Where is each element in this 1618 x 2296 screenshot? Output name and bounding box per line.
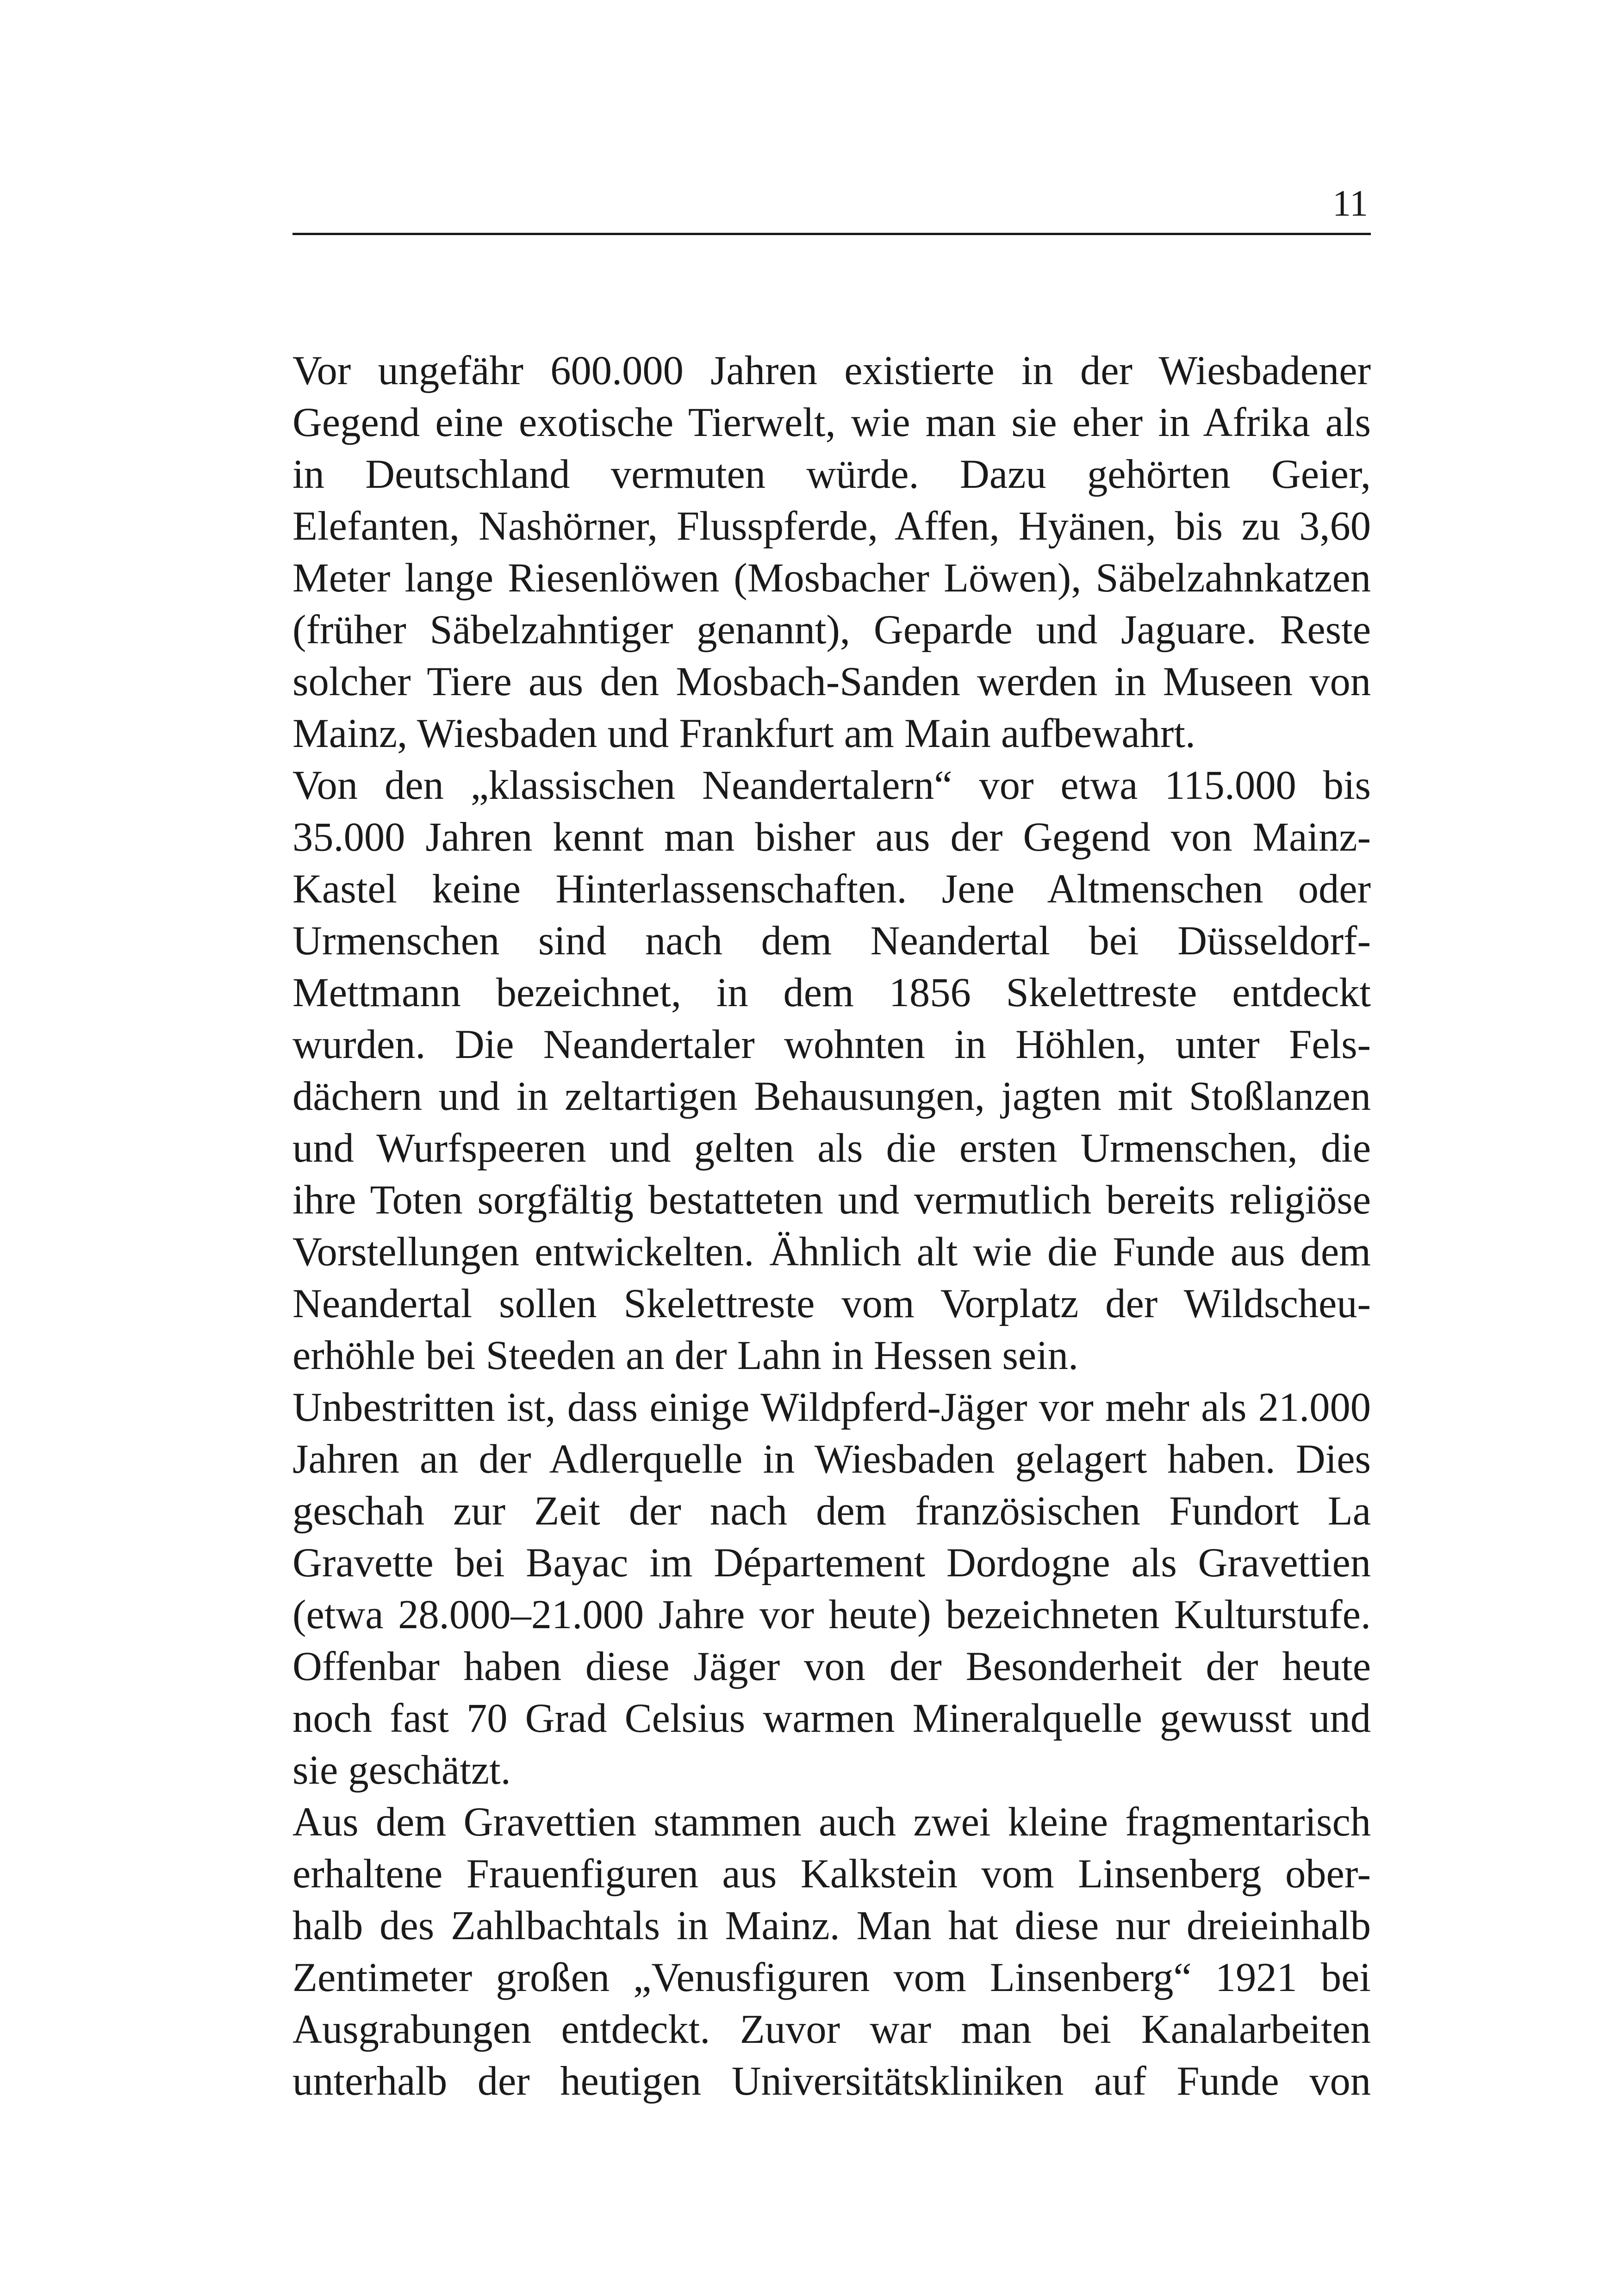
text-line: unterhalb der heutigen Universitätskliniken auf Funde von	[292, 2059, 1371, 2104]
text-line: Von den „klassischen Neandertalern“ vor etwa 115.000 bis	[292, 763, 1371, 808]
text-line: Mettmann bezeichnet, in dem 1856 Skelettreste entdeckt	[292, 970, 1371, 1015]
paragraph-1	[292, 345, 1371, 759]
text-line: sie geschätzt.	[292, 1748, 511, 1793]
text-line: (früher Säbelzahntiger genannt), Geparde und Jaguare. Reste	[292, 607, 1371, 653]
text-line: noch fast 70 Grad Celsius warmen Mineralquelle gewusst und	[292, 1696, 1371, 1741]
text-line: dächern und in zeltartigen Behausungen, jagten mit Stoßlanzen	[292, 1074, 1371, 1119]
text-line: Neandertal sollen Skelettreste vom Vorplatz der Wildscheu-	[292, 1281, 1371, 1326]
text-line: Unbestritten ist, dass einige Wildpferd-Jäger vor mehr als 21.000	[292, 1385, 1371, 1430]
text-line: Mainz, Wiesbaden und Frankfurt am Main aufbewahrt.	[292, 711, 1196, 756]
text-line: Vorstellungen entwickelten. Ähnlich alt wie die Funde aus dem	[292, 1229, 1371, 1275]
text-line: 35.000 Jahren kennt man bisher aus der Gegend von Mainz-	[292, 815, 1371, 860]
text-line: Meter lange Riesenlöwen (Mosbacher Löwen), Säbelzahnkatzen	[292, 555, 1371, 601]
text-line: Gravette bei Bayac im Département Dordogne als Gravettien	[292, 1540, 1371, 1586]
text-line: halb des Zahlbachtals in Mainz. Man hat diese nur dreieinhalb	[292, 1903, 1371, 1948]
text-line: wurden. Die Neandertaler wohnten in Höhlen, unter Fels-	[292, 1022, 1371, 1067]
page-number: 11	[1332, 183, 1368, 224]
text-line: Offenbar haben diese Jäger von der Besonderheit der heute	[292, 1644, 1371, 1689]
text-line: Aus dem Gravettien stammen auch zwei kleine fragmentarisch	[292, 1799, 1371, 1845]
text-line: erhöhle bei Steeden an der Lahn in Hessen sein.	[292, 1333, 1079, 1378]
text-line: in Deutschland vermuten würde. Dazu gehörten Geier,	[292, 452, 1371, 497]
text-line: Vor ungefähr 600.000 Jahren existierte in der Wiesbadener	[292, 348, 1371, 393]
text-line: ihre Toten sorgfältig bestatteten und vermutlich bereits religiöse	[292, 1177, 1371, 1223]
paragraph-2	[292, 759, 1371, 1381]
text-line: und Wurfspeeren und gelten als die ersten Urmenschen, die	[292, 1126, 1371, 1171]
text-line: Gegend eine exotische Tierwelt, wie man sie eher in Afrika als	[292, 400, 1371, 445]
header-rule	[292, 233, 1371, 235]
body-text	[292, 345, 1371, 2107]
text-line: geschah zur Zeit der nach dem französischen Fundort La	[292, 1488, 1371, 1534]
text-line: Ausgrabungen entdeckt. Zuvor war man bei Kanalarbeiten	[292, 2007, 1371, 2052]
paragraph-4	[292, 1796, 1371, 2107]
text-line: solcher Tiere aus den Mosbach-Sanden werden in Museen von	[292, 659, 1371, 704]
text-line: Elefanten, Nashörner, Flusspferde, Affen, Hyänen, bis zu 3,60	[292, 504, 1371, 549]
text-line: Kastel keine Hinterlassenschaften. Jene Altmenschen oder	[292, 866, 1371, 912]
paragraph-3	[292, 1381, 1371, 1796]
text-line: (etwa 28.000–21.000 Jahre vor heute) bezeichneten Kulturstufe.	[292, 1592, 1371, 1637]
text-line: Urmenschen sind nach dem Neandertal bei Düsseldorf-	[292, 918, 1371, 964]
text-line: Zentimeter großen „Venusfiguren vom Linsenberg“ 1921 bei	[292, 1955, 1371, 2000]
text-line: erhaltene Frauenfiguren aus Kalkstein vom Linsenberg ober-	[292, 1851, 1371, 1897]
text-line: Jahren an der Adlerquelle in Wiesbaden gelagert haben. Dies	[292, 1437, 1371, 1482]
